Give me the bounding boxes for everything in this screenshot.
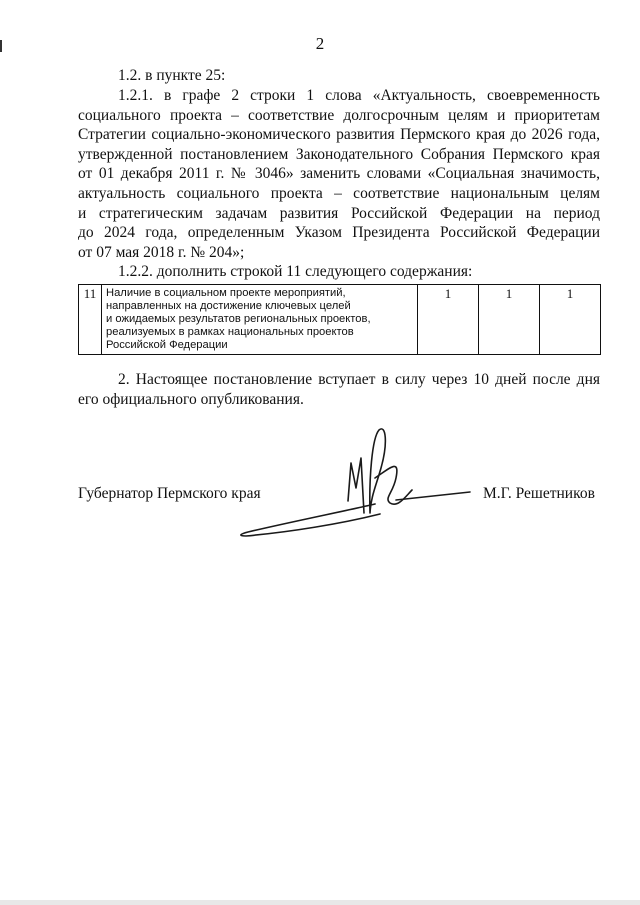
scan-bottom-edge (0, 900, 640, 905)
text-line: Стратегии социально-экономического развития Пермского края до 2026 года, (78, 126, 600, 144)
value-cell: 1 (479, 285, 540, 355)
text-line: от 01 декабря 2011 г. № 3046» заменить словами «Социальная значимость, (78, 165, 600, 183)
text-line: от 07 мая 2018 г. № 204»; (78, 243, 245, 261)
value-cell: 1 (540, 285, 601, 355)
table-row (79, 285, 601, 355)
row-number-cell: 11 (79, 285, 102, 355)
row-description-cell (102, 285, 418, 355)
description-line: реализуемых в рамках национальных проектов (106, 326, 354, 338)
description-line: Наличие в социальном проекте мероприятий, (106, 287, 346, 299)
item-1-2-1-paragraph (78, 86, 600, 262)
page-number: 2 (315, 34, 325, 53)
text-line: 1.2.1. в графе 2 строки 1 слова «Актуальность, своевременность (118, 87, 600, 104)
item-1-2-heading: 1.2. в пункте 25: (118, 67, 226, 84)
inserted-row-table (78, 284, 601, 355)
value-cell: 1 (418, 285, 479, 355)
item-1-2-2: 1.2.2. дополнить строкой 11 следующего содержания: (118, 263, 473, 280)
description-line: Российской Федерации (106, 339, 228, 351)
description-line: направленных на достижение ключевых целей (106, 300, 351, 312)
text-line: его официального опубликования. (78, 390, 304, 408)
text-line: социального проекта – соответствие долгосрочным целям и приоритетам (78, 106, 600, 124)
item-2-paragraph (78, 370, 600, 409)
text-line: 2. Настоящее постановление вступает в силу через 10 дней после дня (118, 371, 600, 388)
text-line: актуальность социального проекта – соответствие национальным целям (78, 184, 600, 202)
description-line: и ожидаемых результатов региональных проектов, (106, 313, 371, 325)
text-line: до 2024 года, определенным Указом Президента Российской Федерации (78, 224, 600, 242)
handwritten-signature (230, 418, 480, 548)
text-line: утвержденной постановлением Законодательного Собрания Пермского края (78, 145, 600, 163)
text-line: и стратегическим задачам развития Российской Федерации на период (78, 204, 600, 222)
signatory-name: М.Г. Решетников (483, 485, 595, 502)
signatory-title: Губернатор Пермского края (78, 485, 261, 502)
